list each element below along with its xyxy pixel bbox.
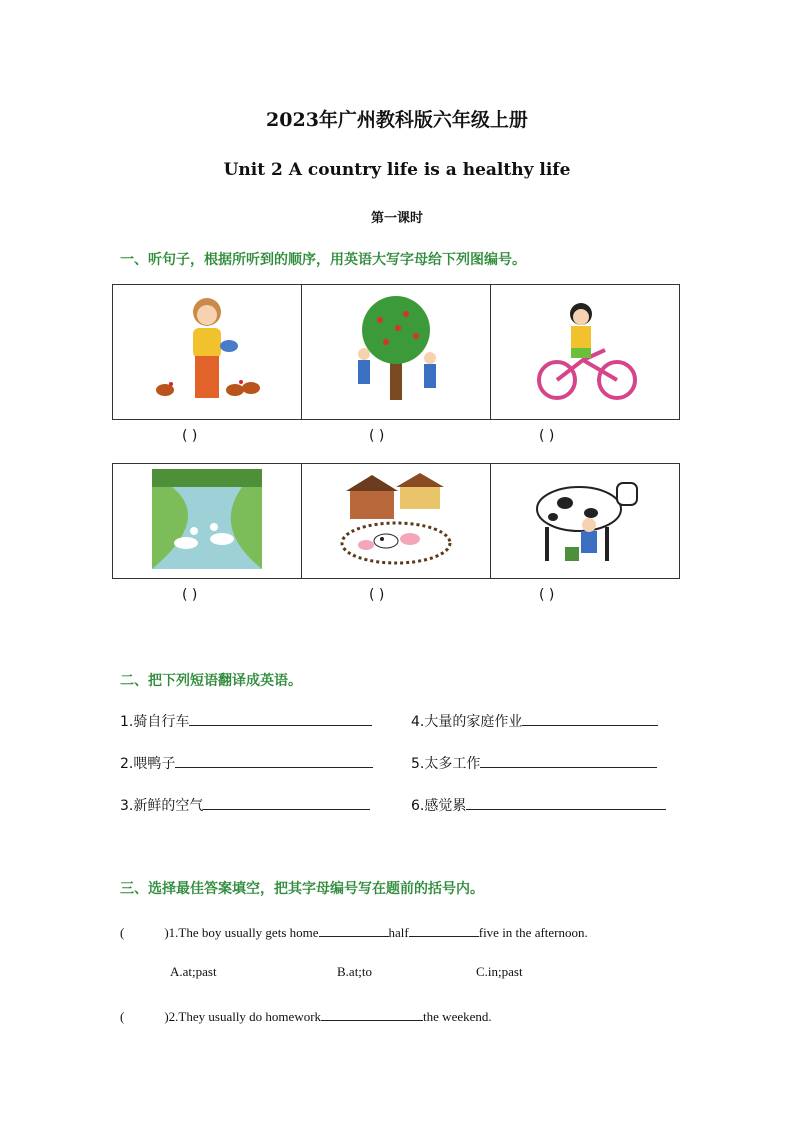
section2-heading: 二、把下列短语翻译成英语。 bbox=[120, 673, 302, 689]
answer-blank[interactable] bbox=[466, 795, 666, 810]
answer-paren-4[interactable]: ( ) bbox=[182, 587, 198, 603]
option-b: B.at;to bbox=[337, 964, 373, 979]
phrase-item bbox=[120, 795, 370, 815]
picture-cell bbox=[113, 464, 302, 579]
question-2 bbox=[120, 1006, 492, 1025]
answer-paren-5[interactable]: ( ) bbox=[369, 587, 385, 603]
answer-paren-1[interactable]: ( ) bbox=[182, 428, 198, 444]
picture-cell bbox=[302, 285, 491, 420]
answer-blank[interactable] bbox=[319, 922, 389, 937]
answer-paren-2[interactable]: ( ) bbox=[369, 428, 385, 444]
phrase-label: 1.骑自行车 bbox=[120, 714, 190, 730]
lesson-label: 第一课时 bbox=[370, 211, 423, 226]
answer-blank[interactable] bbox=[409, 922, 479, 937]
picture-cell bbox=[491, 464, 680, 579]
question-text: half bbox=[388, 925, 409, 940]
phrase-label: 5.太多工作 bbox=[411, 756, 481, 772]
phrase-label: 2.喂鸭子 bbox=[120, 756, 176, 772]
question-text: )1.The boy usually gets home bbox=[164, 925, 319, 940]
phrase-label: 3.新鲜的空气 bbox=[120, 798, 204, 814]
answer-blank[interactable] bbox=[522, 711, 658, 726]
woman-feeding-chickens-icon bbox=[147, 290, 267, 410]
question-1 bbox=[120, 922, 588, 941]
phrase-item bbox=[120, 753, 373, 773]
kids-picking-apples-icon bbox=[336, 290, 456, 410]
phrase-item bbox=[411, 711, 658, 731]
page-title: 2023年广州教科版六年级上册 bbox=[266, 109, 528, 131]
boy-milking-cow-icon bbox=[525, 469, 645, 569]
picture-cell bbox=[491, 285, 680, 420]
answer-paren-6[interactable]: ( ) bbox=[539, 587, 555, 603]
phrase-item bbox=[120, 711, 372, 731]
ducks-on-river-icon bbox=[152, 469, 262, 569]
picture-grid-row2 bbox=[112, 463, 680, 579]
question-text: the weekend. bbox=[423, 1009, 492, 1024]
option-c: C.in;past bbox=[476, 964, 523, 979]
answer-blank[interactable] bbox=[175, 753, 373, 768]
answer-paren-3[interactable]: ( ) bbox=[539, 428, 555, 444]
unit-subtitle: Unit 2 A country life is a healthy life bbox=[223, 160, 571, 180]
answer-blank[interactable] bbox=[203, 795, 370, 810]
answer-paren[interactable]: ( bbox=[120, 925, 125, 940]
girl-riding-bike-icon bbox=[525, 290, 645, 410]
phrase-item bbox=[411, 795, 666, 815]
picture-cell bbox=[113, 285, 302, 420]
section1-heading: 一、听句子，根据所听到的顺序，用英语大写字母给下列图编号。 bbox=[120, 252, 526, 268]
option-a: A.at;past bbox=[170, 964, 217, 979]
answer-blank[interactable] bbox=[480, 753, 657, 768]
answer-blank[interactable] bbox=[321, 1006, 423, 1021]
picture-grid-row1 bbox=[112, 284, 680, 420]
answer-paren[interactable]: ( bbox=[120, 1009, 125, 1024]
phrase-label: 4.大量的家庭作业 bbox=[411, 714, 523, 730]
picture-cell bbox=[302, 464, 491, 579]
question-text: )2.They usually do homework bbox=[164, 1009, 322, 1024]
phrase-item bbox=[411, 753, 657, 773]
answer-blank[interactable] bbox=[189, 711, 372, 726]
question-text: five in the afternoon. bbox=[478, 925, 588, 940]
farm-with-animals-icon bbox=[336, 469, 456, 569]
section3-heading: 三、选择最佳答案填空，把其字母编号写在题前的括号内。 bbox=[120, 881, 484, 897]
phrase-label: 6.感觉累 bbox=[411, 798, 467, 814]
